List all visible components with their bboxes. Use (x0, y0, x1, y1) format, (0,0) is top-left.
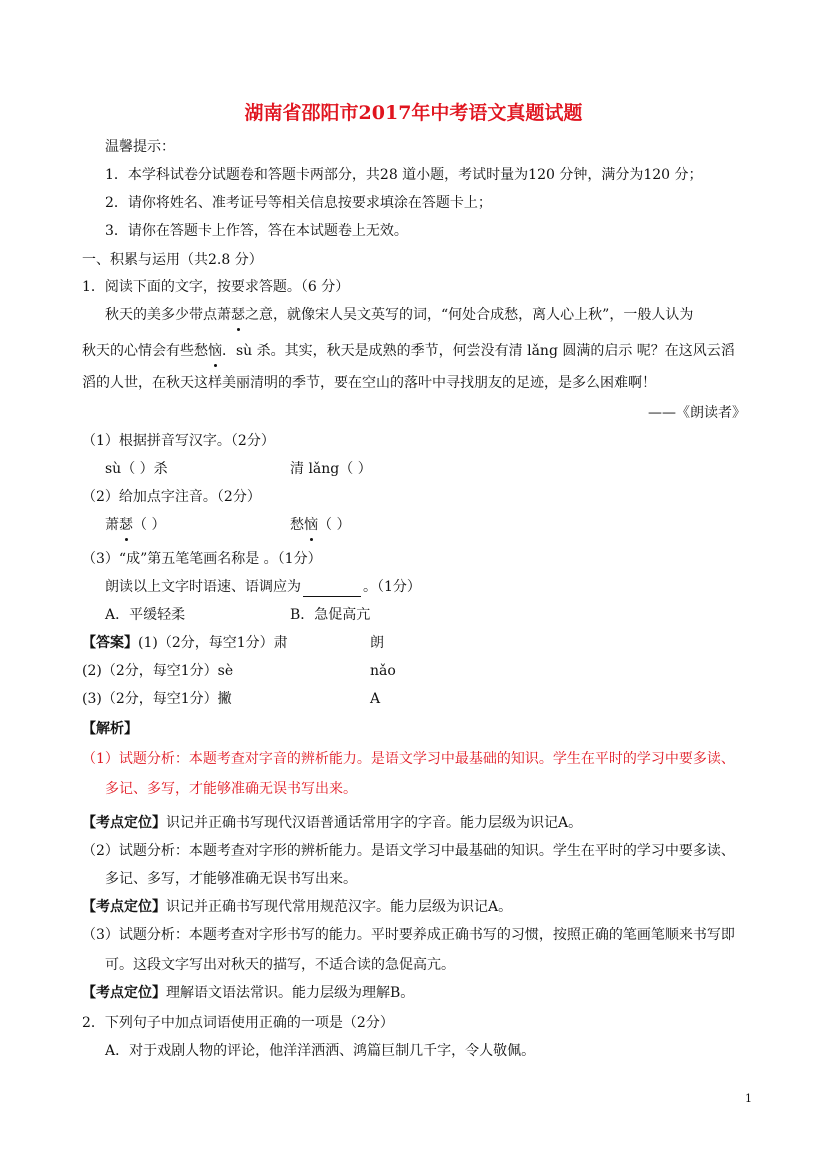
char: 萧 (105, 517, 119, 533)
passage-line-1 (105, 305, 693, 325)
answer-underline (303, 581, 361, 597)
page-number: 1 (745, 1092, 752, 1105)
section-heading: 一、积累与运用（共2.8 分） (82, 252, 263, 268)
answer-row-1-b: 朗 (370, 635, 384, 651)
answer-row-1 (82, 633, 288, 653)
answer-text: (1)（2分，每空1分）肃 (138, 635, 288, 651)
answer-row-3-b: A (370, 691, 381, 707)
kaodian-tag: 【考点定位】 (82, 899, 166, 915)
subquestion-3-label: （3）“成”第五笔笔画名称是 。（1分） (82, 551, 322, 567)
passage-text: 秋天的心情会有些愁 (82, 343, 208, 359)
dotted-char: 瑟 (231, 307, 245, 323)
passage-text: 秋天的美多少带点萧 (105, 307, 231, 323)
question-2-option-a: A．对于戏剧人物的评论，他洋洋洒洒、鸿篇巨制几千字，令人敬佩。 (105, 1043, 536, 1059)
answer-blank: （ ） (318, 517, 351, 533)
subquestion-2-item-b (290, 515, 350, 535)
passage-text: 之意，就像宋人吴文英写的词，“何处合成愁，离人心上秋”，一般人认为 (245, 307, 694, 323)
answer-row-2-b: nǎo (370, 663, 396, 679)
answer-row-3: (3)（2分，每空1分）撇 (82, 691, 232, 707)
subquestion-2-item-a (105, 515, 165, 535)
kaodian-tag: 【考点定位】 (82, 985, 166, 1001)
subquestion-1-label: （1）根据拼音写汉字。（2分） (82, 433, 275, 449)
kaodian-1 (82, 813, 582, 833)
kaodian-3 (82, 983, 414, 1003)
option-b: B．急促高亢 (290, 607, 371, 623)
kaodian-2 (82, 897, 512, 917)
kaodian-tag: 【考点定位】 (82, 815, 166, 831)
subquestion-2-label: （2）给加点字注音。（2分） (82, 489, 261, 505)
passage-line-3: 滔的人世，在秋天这样美丽清明的季节，要在空山的落叶中寻找朋友的足迹，是多么困难啊！ (82, 375, 656, 391)
question-text: 。（1分） (363, 579, 421, 595)
analysis-2-line-2: 多记、多写，才能够准确无误书写出来。 (105, 871, 357, 887)
subquestion-3-line-2 (105, 577, 421, 597)
dotted-char: 恼 (208, 343, 222, 359)
subquestion-1-blank-b: 清 lǎng（ ） (290, 461, 372, 477)
answer-tag: 【答案】 (82, 635, 138, 651)
dotted-char: 恼 (304, 517, 318, 533)
kaodian-text: 识记并正确书写现代常用规范汉字。能力层级为识记A。 (166, 899, 513, 915)
option-a: A．平缓轻柔 (105, 607, 186, 623)
answer-row-2: (2)（2分，每空1分）sè (82, 663, 234, 679)
tip-item-2: 2．请你将姓名、准考证号等相关信息按要求填涂在答题卡上； (105, 195, 492, 211)
tip-item-3: 3．请你在答题卡上作答，答在本试题卷上无效。 (105, 223, 408, 239)
tips-heading: 温馨提示： (105, 139, 175, 155)
passage-text: ．sù 杀。其实，秋天是成熟的季节，何尝没有清 lǎng 圆满的启示 呢？在这风云滔 (222, 343, 735, 359)
passage-line-2 (82, 341, 735, 361)
analysis-1-line-2: 多记、多写，才能够准确无误书写出来。 (105, 781, 357, 797)
tip-item-1: 1．本学科试卷分试题卷和答题卡两部分，共28 道小题，考试时量为120 分钟，满分为120 分； (105, 167, 703, 183)
page-title: 湖南省邵阳市2017年中考语文真题试题 (244, 102, 583, 124)
subquestion-1-blank-a: sù（ ）杀 (105, 461, 168, 477)
answer-blank: （ ） (133, 517, 166, 533)
passage-source: ——《朗读者》 (648, 405, 746, 421)
question-text: 朗读以上文字时语速、语调应为 (105, 579, 301, 595)
question-2-stem: 2．下列句子中加点词语使用正确的一项是（2分） (82, 1015, 394, 1031)
question-1-stem: 1．阅读下面的文字，按要求答题。（6 分） (82, 279, 350, 295)
kaodian-text: 识记并正确书写现代汉语普通话常用字的字音。能力层级为识记A。 (166, 815, 583, 831)
kaodian-text: 理解语文语法常识。能力层级为理解B。 (166, 985, 415, 1001)
analysis-2-line-1: （2）试题分析：本题考查对字形的辨析能力。是语文学习中最基础的知识。学生在平时的学习中要多读、 (82, 843, 735, 859)
char: 愁 (290, 517, 304, 533)
dotted-char: 瑟 (119, 517, 133, 533)
analysis-1-line-1: （1）试题分析：本题考查对字音的辨析能力。是语文学习中最基础的知识。学生在平时的学习中要多读、 (82, 751, 735, 767)
analysis-tag: 【解析】 (82, 721, 138, 737)
analysis-3-line-1: （3）试题分析：本题考查对字形书写的能力。平时要养成正确书写的习惯，按照正确的笔画笔顺来书写即 (82, 927, 735, 943)
analysis-3-line-2: 可。这段文字写出对秋天的描写，不适合读的急促高亢。 (105, 957, 455, 973)
